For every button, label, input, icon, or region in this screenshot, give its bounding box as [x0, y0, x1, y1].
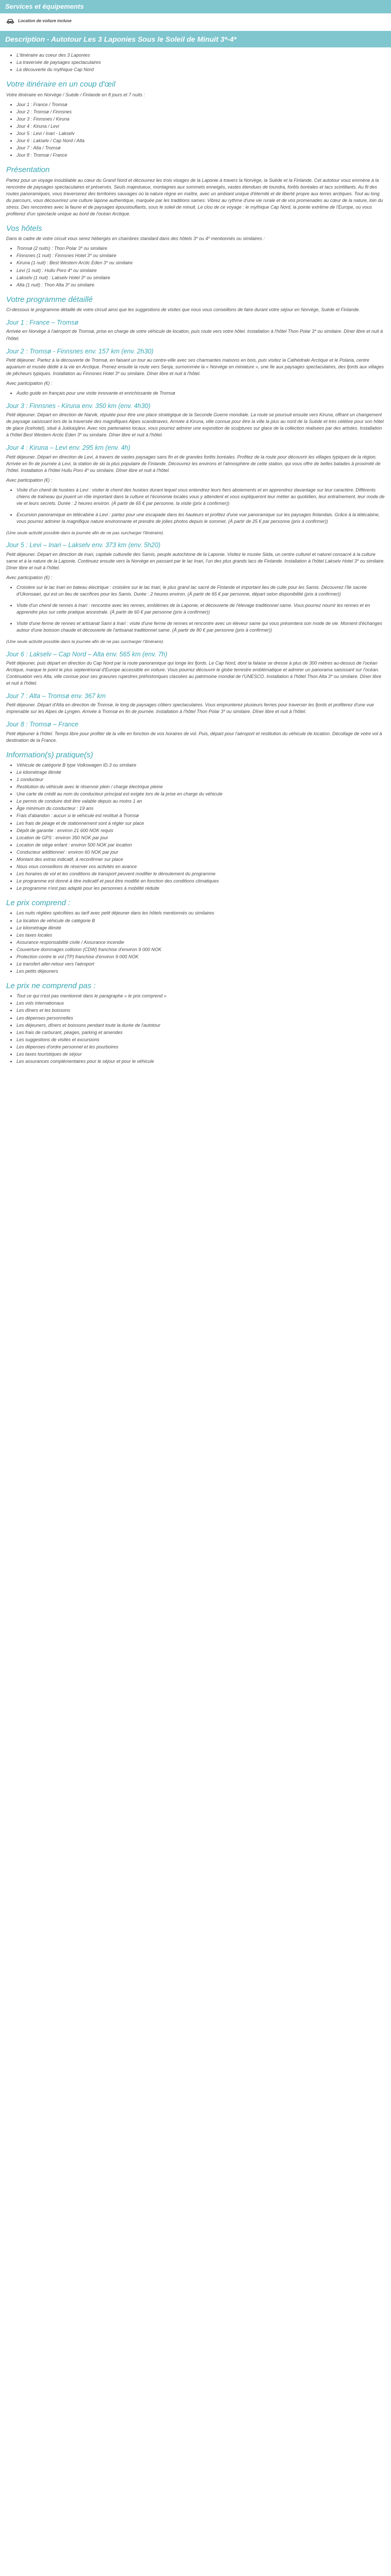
description-section-header [0, 31, 391, 47]
list-item: • Les dépenses d'ordre personnel et les pourboires [17, 1044, 385, 1050]
list-item: • Visite d'un chenil de rennes à Inari : rencontre avec les rennes, emblèmes de la Laponie, et découverte de l'élevage traditionnel same. Vous pourrez nourrir les rennes et en apprendre plus sur cette pratique ancestrale. (À partir de 60 € par personne (prix à confirmer)) [17, 602, 385, 616]
day-5-options [6, 584, 385, 634]
list-item: • Les taxes touristiques de séjour [17, 1051, 385, 1058]
day-7-title: Jour 7 : Alta – Tromsø env. 367 km [6, 692, 106, 700]
list-item: • Couverture dommages collision (CDW) franchise d'environ 9 000 NOK [17, 946, 385, 953]
list-item: • Conducteur additionnel : environ 60 NOK par jour [17, 849, 385, 856]
day-6-text: Petit déjeuner, puis départ en direction du Cap Nord par la route panoramique qui longe les fjords. Le Cap Nord, dont la falaise se dresse à plus de 300 mètres au-dessus de l'océan Arctique, marque le point le plus septentrional d'Europe accessible en voiture. Vous pourrez découvrir le globe terrestre emblématique et admirer un panorama saisissant sur l'océan. Continuation vers Alta, ville connue pour ses gravures rupestres préhistoriques classées au patrimoine mondial de l'UNESCO. Installation à l'hôtel Thon Alta 3* ou similaire. Dîner libre et nuit à l'hôtel. [6, 660, 382, 686]
list-item: • Jour 6 : Lakselv / Cap Nord / Alta [17, 138, 385, 144]
day-2-options [6, 390, 385, 397]
list-item: • Une carte de crédit au nom du conducteur principal est exigée lors de la prise en charge du véhicule [17, 791, 385, 798]
list-item: • La découverte du mythique Cap Nord [17, 66, 385, 73]
list-item: • Le kilométrage illimité [17, 769, 385, 776]
list-item: • Audio guide en français pour une visite innovante et enrichissante de Tromsø [17, 390, 385, 397]
list-item: • Les frais de carburant, péages, parking et amendes [17, 1029, 385, 1036]
list-item: • Le transfert aller-retour vers l'aéroport [17, 961, 385, 968]
location-feature [0, 13, 391, 25]
day-4-options [6, 487, 385, 525]
list-item: • Jour 1 : France / Tromsø [17, 101, 385, 108]
list-item: • Finnsnes (1 nuit) : Finnsnes Hotel 3* ou similaire [17, 252, 385, 259]
presentation-heading: Présentation [6, 165, 50, 175]
list-item: • Levi (1 nuit) : Hullu Poro 4* ou similaire [17, 267, 385, 274]
hotels-heading: Vos hôtels [6, 224, 42, 233]
list-item: • Protection contre le vol (TP) franchise d'environ 9 000 NOK [17, 954, 385, 960]
list-item: • Les horaires de vol et les conditions de transport peuvent modifier le déroulement du programme [17, 871, 385, 877]
hotels-intro: Dans le cadre de votre circuit vous serez hébergés en chambres standard dans des hôtels 3* ou 4* mentionnés ou similaires : [6, 236, 265, 242]
list-item: • Les assurances complémentaires pour le séjour et pour le véhicule [17, 1058, 385, 1065]
list-item: • Les suggestions de visites et excursions [17, 1037, 385, 1043]
day-2-options-label: Avec participation (€) : [6, 380, 53, 386]
list-item: • Jour 5 : Levi / Inari - Lakselv [17, 130, 385, 137]
description-content [0, 47, 391, 1065]
list-item: • Croisière sur le lac Inari en bateau électrique : croisière sur le lac Inari, le plus grand lac sacré de Finlande et important lieu de culte pour les Samis. Découvrez l'île sacrée d'Ukonsaari, qui est un lieu de sacrifices pour les Samis. Durée : 2 heures environ. (À partir de 65 € par personne, départ selon disponibilité (prix à confirmer)) [17, 584, 385, 598]
day-4-text: Petit déjeuner. Départ en direction de Levi, à travers de vastes paysages sans fin et de grandes forêts boréales. Profitez de la route pour découvrir les villages typiques de la région. Arrivée en fin de journée à Levi, la station de ski la plus populaire de Finlande. Découvrez les environs et l'atmosphère de cette station, qui vous offre de belles balades à proximité de l'hôtel. Installation à l'hôtel Hullu Poro 4* ou similaire. Dîner libre et nuit à l'hôtel. [6, 454, 381, 473]
services-title: Services et équipements [5, 3, 84, 10]
list-item: • Jour 7 : Alta / Tromsø [17, 145, 385, 151]
list-item: • Jour 2 : Tromsø / Finnsnes [17, 109, 385, 115]
list-item: • Location de GPS : environ 350 NOK par jour [17, 835, 385, 841]
itinerary-intro: Votre itinéraire en Norvège / Suède / Finlande en 8 jours et 7 nuits : [6, 92, 145, 97]
list-item: • Restitution du véhicule avec le réservoir plein / charge électrique pleine [17, 784, 385, 790]
list-item: • Le kilométrage illimité [17, 925, 385, 931]
day-5-options-label: Avec participation (€) : [6, 574, 53, 580]
list-item: • Lakselv (1 nuit) : Lakselv Hotel 3* ou similaire [17, 275, 385, 281]
day-3-text: Petit déjeuner. Départ en direction de Narvik, réputée pour être une place stratégique de la Seconde Guerre mondiale. La route se poursuit ensuite vers Kiruna, offrant un changement de paysage saisissant lors de la traversée des magnifiques Alpes scandinaves. Arrivée à Kiruna, ville connue pour être la ville la plus au nord de la Suède et très célèbre pour son hôtel de glace (Icehotel), situé à Jukkasjärvi. Avec nos partenaires locaux, vous pourrez admirer une exposition de sculptures sur glace de la collection réalisées par des artistes. Installation à l'hôtel Best Western Arctic Eden 3* ou similaire. Dîner libre et nuit à l'hôtel. [6, 412, 384, 438]
list-item: • Les déjeuners, dîners et boissons pendant toute la durée de l'autotour [17, 1022, 385, 1029]
day-3-title: Jour 3 : Finnsnes - Kiruna env. 350 km (env. 4h30) [6, 402, 151, 410]
list-item: • Âge minimum du conducteur : 19 ans [17, 805, 385, 812]
day-2-text: Petit déjeuner. Partez à la découverte de Tromsø, en faisant un tour au centre-ville avec ses charmantes maisons en bois, puis visitez la Cathédrale Arctique et le Polaria, centre aquarium et musée dédié à la vie en Arctique. Prenez ensuite la route vers Senja, surnommée la « Norvège en miniature », une île aux paysages spectaculaires, des fjords aux villages de pêcheurs typiques. Installation au Finnsnes Hotel 3* ou similaire. Dîner libre et nuit à l'hôtel. [6, 357, 384, 376]
car-icon [6, 19, 14, 24]
day-5-title: Jour 5 : Levi – Inari – Lakselv env. 373 km (env. 5h20) [6, 541, 160, 549]
list-item: • Les vols internationaux [17, 1000, 385, 1007]
day-4-options-label: Avec participation (€) : [6, 477, 53, 483]
info-heading: Information(s) pratique(s) [6, 750, 93, 759]
list-item: • Assurance responsabilité civile / Assurance incendie [17, 939, 385, 946]
list-item: • Frais d'abandon : aucun si le véhicule est restitué à Tromsø [17, 812, 385, 819]
info-list [6, 762, 385, 892]
list-item: • Tromsø (2 nuits) : Thon Polar 3* ou similaire [17, 245, 385, 252]
list-item: • Location de siège enfant : environ 500 NOK par location [17, 842, 385, 849]
includes-list [6, 910, 385, 974]
list-item: • Jour 3 : Finnsnes / Kiruna [17, 116, 385, 123]
programme-heading: Votre programme détaillé [6, 295, 93, 304]
day-1-title: Jour 1 : France – Tromsø [6, 319, 79, 327]
list-item: • Excursion panoramique en télécabine à Levi : partez pour une escapade dans les hauteurs et profitez d'une vue panoramique sur les paysages finlandais. Grâce à la télécabine, vous pourrez admirer la magnifique nature environnante et prendre de jolies photos depuis le sommet. (À partir de 25 € par personne (prix à confirmer)) [17, 512, 385, 525]
list-item: • Le permis de conduire doit être valable depuis au moins 1 an [17, 798, 385, 805]
itinerary-heading: Votre itinéraire en un coup d'œil [6, 80, 116, 89]
list-item: • Les frais de péage et de stationnement sont à régler sur place [17, 820, 385, 827]
list-item: • Jour 4 : Kiruna / Levi [17, 123, 385, 130]
list-item: • Véhicule de catégorie B type Volkswagen ID.3 ou similaire [17, 762, 385, 769]
description-title: Description - Autotour Les 3 Laponies Sous le Soleil de Minuit 3*-4* [5, 35, 237, 43]
hotels-list [6, 245, 385, 288]
list-item: • Jour 8 : Tromsø / France [17, 152, 385, 159]
list-item: • Alta (1 nuit) : Thon Alta 3* ou similaire [17, 282, 385, 289]
itinerary-days-list [6, 101, 385, 159]
list-item: • La traversée de paysages spectaculaires [17, 59, 385, 66]
presentation-text: Partez pour un voyage inoubliable au cœur du Grand Nord et découvrez les trois visages de la Laponie à travers la Norvège, la Suède et la Finlande. Cet autotour vous emmène à la rencontre de paysages spectaculaires et préservés. Seuls majestueux, montagnes aux sommets enneigés, vastes étendues de toundra, forêts boréales et lacs scintillants. Au fil des routes panoramiques, vous traverserez des territoires sauvages où la nature règne en maître, avec un ambiant unique d'éternité et de liberté propre aux terres arctiques. Tout au long du parcours, vous découvrirez une culture lapone authentique, marquée par les traditions sames. Vibrez au rythme d'une vie rurale et de vos promenades au cœur de la nature, loin du stress. Des rencontres avec la faune et de paysages époustouflants, sous le soleil de minuit. Le clou de ce voyage : le mythique Cap Nord, la pointe extrême de l'Europe, où vous profiterez d'un spectacle unique au bord de l'océan Arctique. [6, 177, 383, 216]
day-4-note: (Une seule activité possible dans la journée afin de ne pas surcharger l'itinéraire). [6, 530, 165, 536]
list-item: • Kiruna (1 nuit) : Best Western Arctic Eden 3* ou similaire [17, 260, 385, 266]
day-2-title: Jour 2 : Tromsø - Finnsnes env. 157 km (env. 2h30) [6, 347, 154, 355]
list-item: • L'itinéraire au coeur des 3 Laponies [17, 52, 385, 59]
list-item: • La location de véhicule de catégorie B [17, 918, 385, 924]
list-item: • Visite d'une ferme de rennes et artisanat Sami à Inari : visite d'une ferme de rennes et rencontre avec un éleveur same qui vous présentera son mode de vie. Moment d'échanges autour d'une boisson chaude et découverte de l'artisanat traditionnel same. (À partir de 80 € par personne (prix à confirmer)) [17, 620, 385, 634]
list-item: • Les nuits réglées spécifiées au tarif avec petit déjeuner dans les hôtels mentionnés ou similaires [17, 910, 385, 917]
list-item: • Les dépenses personnelles [17, 1015, 385, 1022]
day-6-title: Jour 6 : Lakselv – Cap Nord – Alta env. 565 km (env. 7h) [6, 650, 168, 658]
day-8-title: Jour 8 : Tromsø – France [6, 721, 79, 728]
excludes-heading: Le prix ne comprend pas : [6, 981, 96, 990]
highlights-list [6, 52, 385, 73]
list-item: • 1 conducteur [17, 776, 385, 783]
list-item: • Tout ce qui n'est pas mentionné dans le paragraphe « le prix comprend » [17, 993, 385, 999]
list-item: • Les taxes locales [17, 932, 385, 939]
list-item: • Le programme n'est pas adapté pour les personnes à mobilité réduite [17, 885, 385, 892]
list-item: • Le programme est donné à titre indicatif et peut être modifié en fonction des conditions climatiques [17, 878, 385, 885]
list-item: • Nous vous conseillons de réserver vos activités en avance [17, 863, 385, 870]
day-4-title: Jour 4 : Kiruna – Levi env. 295 km (env. 4h) [6, 444, 131, 452]
list-item: • Visite d'un chenil de huskies à Levi : visiter le chenil des huskies durant lequel vous entendrez leurs fiers aboiements et en apprendrez davantage sur leur caractère. Différents chiens de traîneau qui jouent un rôle important dans la culture et l'économie locales vous y attendent et vous expliqueront leur métier au quotidien, leur entraînement, leur mode de vie et leurs secrets. Durée : 2 heures environ. (À partir de 65 € par personne, la visite (prix à confirmer)) [17, 487, 385, 507]
services-section-header [0, 0, 391, 13]
programme-intro: Ci-dessous le programme détaillé de votre circuit ainsi que les suggestions de visites que nous vous conseillons de faire durant votre séjour en Norvège, Suède et Finlande. [6, 307, 360, 313]
location-label: Location de voiture incluse [18, 19, 72, 24]
day-5-note: (Une seule activité possible dans la journée afin de ne pas surcharger l'itinéraire). [6, 639, 165, 645]
day-8-text: Petit déjeuner à l'hôtel. Temps libre pour profiter de la ville en fonction de vos horaires de vol. Puis, départ pour l'aéroport et restitution du véhicule de location. Décollage de votre vol à destination de la France. [6, 731, 382, 743]
day-7-text: Petit déjeuner. Départ d'Alta en direction de Tromsø, le long de paysages côtiers spectaculaires. Vous emprunterez plusieurs ferries pour traverser les fjords et profiterez d'une vue imprenable sur les Alpes de Lyngen. Arrivée à Tromsø en fin de journée. Installation à l'hôtel Thon Polar 3* ou similaire. Dîner libre et nuit à l'hôtel. [6, 702, 374, 715]
list-item: • Les petits déjeuners [17, 968, 385, 975]
list-item: • Montant des extras indicatif, à reconfirmer sur place [17, 856, 385, 863]
list-item: • Dépôt de garantie : environ 21 600 NOK requis [17, 827, 385, 834]
includes-heading: Le prix comprend : [6, 898, 71, 907]
day-1-text: Arrivée en Norvège à l'aéroport de Tromsø, prise en charge de votre véhicule de location, puis route vers votre hôtel. Installation à l'hôtel Thon Polar 3* ou similaire. Dîner libre et nuit à l'hôtel. [6, 329, 383, 341]
list-item: • Les dîners et les boissons [17, 1007, 385, 1014]
day-5-text: Petit déjeuner. Départ en direction de Inari, capitale culturelle des Samis, peuple autochtone de la Laponie. Visitez le musée Siida, un centre culturel et naturel consacré à la culture same et à la nature de la Laponie. Continuez ensuite vers la Norvège en passant par le lac Inari, l'un des plus grands lacs de Finlande. Installation à l'hôtel Lakselv Hotel 3* ou similaire. Dîner libre et nuit à l'hôtel. [6, 551, 385, 570]
excludes-list [6, 993, 385, 1064]
